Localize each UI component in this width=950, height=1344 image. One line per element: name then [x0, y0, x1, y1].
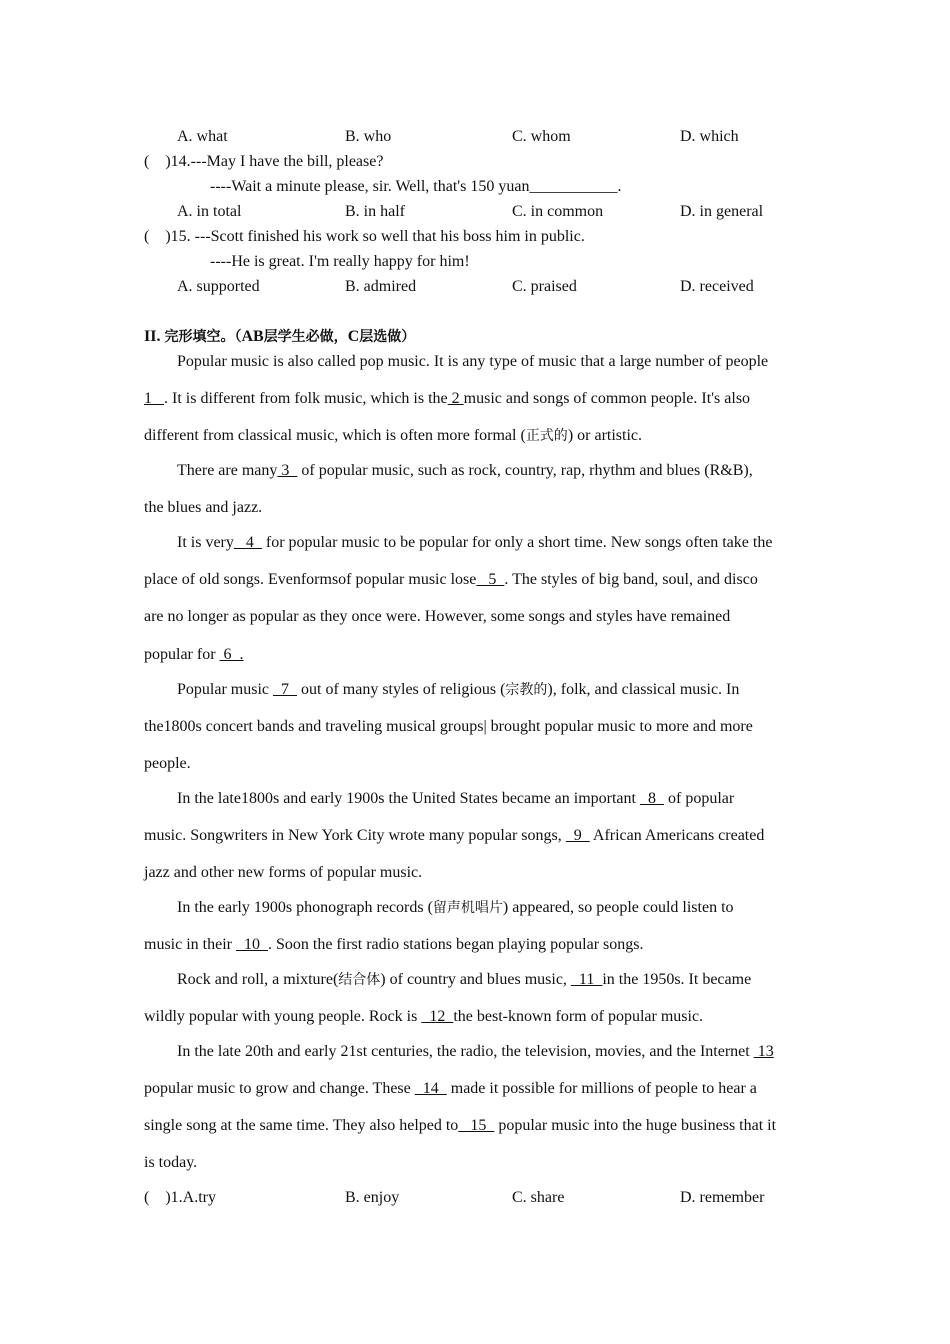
passage-line	[144, 1007, 703, 1027]
blank-14: 14	[414, 1080, 447, 1097]
passage-text: In the late1800s and early 1900s the United States became an important	[177, 790, 640, 807]
passage-line	[177, 1042, 774, 1062]
passage-text: music in their	[144, 936, 236, 953]
passage-text: ) appeared, so people could listen to	[502, 899, 734, 916]
passage-text: . The styles of big band, soul, and disco	[504, 571, 758, 588]
passage-text: . It is different from folk music, which is the	[164, 390, 448, 407]
passage-text: in the 1950s. It became	[602, 971, 752, 988]
cloze-q1-option-c: C. share	[512, 1189, 565, 1206]
blank-2: 2	[447, 390, 464, 407]
passage-text: In the early 1900s phonograph records (	[177, 899, 433, 916]
passage-text: Popular music	[177, 681, 273, 698]
blank-6: 6 .	[219, 646, 244, 663]
passage-text: place of old songs. Evenformsof popular music lose	[144, 571, 477, 588]
heading-numeral: II.	[144, 328, 165, 345]
passage-line	[177, 970, 751, 990]
q15-reply: ----He is great. I'm really happy for him!	[210, 253, 470, 270]
passage-line	[144, 645, 244, 665]
passage-text: music. Songwriters in New York City wrote many popular songs,	[144, 827, 566, 844]
heading-cjk-3: 层选做）	[359, 329, 416, 345]
q13-option-c: C. whom	[512, 128, 571, 145]
passage-text: In the late 20th and early 21st centuries, the radio, the television, movies, and the Internet	[177, 1043, 754, 1060]
passage-line: Popular music is also called pop music. It is any type of music that a large number of people	[177, 353, 769, 370]
q15-option-d: D. received	[680, 278, 754, 295]
q14-option-d: D. in general	[680, 203, 764, 220]
passage-line	[144, 1116, 776, 1136]
cloze-q1-option-b: B. enjoy	[345, 1189, 400, 1206]
heading-ab: AB	[241, 328, 264, 345]
q13-option-b: B. who	[345, 128, 392, 145]
passage-line: the blues and jazz.	[144, 499, 263, 516]
passage-text: single song at the same time. They also helped to	[144, 1117, 459, 1134]
blank-1: 1	[144, 390, 164, 407]
blank-15: 15	[458, 1117, 495, 1134]
blank-7: 7	[273, 681, 297, 698]
passage-text: music and songs of common people. It's also	[463, 390, 751, 407]
passage-line: the1800s concert bands and traveling musical groups| brought popular music to more and more	[144, 718, 753, 735]
passage-text: It is very	[177, 534, 234, 551]
q14-reply: ----Wait a minute please, sir. Well, that's 150 yuan___________.	[210, 178, 622, 195]
gloss-cjk: 结合体	[338, 972, 381, 988]
blank-10: 10	[235, 936, 268, 953]
q13-option-a: A. what	[177, 128, 228, 145]
heading-cjk-2: 层学生必做，	[263, 329, 348, 345]
q14-question: ( )14.---May I have the bill, please?	[144, 153, 384, 170]
passage-line: jazz and other new forms of popular music.	[144, 864, 423, 881]
blank-4: 4	[233, 534, 262, 551]
passage-text: popular music into the huge business that it	[494, 1117, 777, 1134]
passage-line	[177, 461, 753, 481]
blank-13: 13	[753, 1043, 774, 1060]
passage-line: is today.	[144, 1154, 198, 1171]
blank-3: 3	[277, 462, 298, 479]
passage-line: people.	[144, 755, 191, 772]
passage-line	[177, 533, 772, 553]
q15-option-b: B. admired	[345, 278, 417, 295]
passage-text: out of many styles of religious (	[297, 681, 506, 698]
q15-option-c: C. praised	[512, 278, 577, 295]
q15-option-a: A. supported	[177, 278, 260, 295]
passage-text: African Americans created	[589, 827, 765, 844]
blank-5: 5	[476, 571, 505, 588]
passage-text: ) or artistic.	[567, 427, 643, 444]
passage-line	[177, 898, 734, 918]
passage-line	[144, 826, 764, 846]
passage-text: popular for	[144, 646, 220, 663]
blank-11: 11	[570, 971, 603, 988]
gloss-cjk: 留声机唱片	[432, 900, 503, 916]
gloss-cjk: 宗教的	[505, 682, 548, 698]
cloze-q1-option-d: D. remember	[680, 1189, 765, 1206]
passage-text: wildly popular with young people. Rock is	[144, 1008, 422, 1025]
passage-line	[177, 789, 734, 809]
passage-text: There are many	[177, 462, 278, 479]
q13-option-d: D. which	[680, 128, 739, 145]
gloss-cjk: 正式的	[525, 428, 568, 444]
passage-line	[177, 680, 739, 700]
passage-text: made it possible for millions of people to hear a	[446, 1080, 757, 1097]
passage-line	[144, 426, 642, 446]
blank-12: 12	[421, 1008, 454, 1025]
passage-text: for popular music to be popular for only a short time. New songs often take the	[261, 534, 773, 551]
section-heading	[144, 327, 415, 347]
cloze-q1-option-a: ( )1.A.try	[144, 1189, 216, 1206]
q14-option-c: C. in common	[512, 203, 604, 220]
passage-text: popular music to grow and change. These	[144, 1080, 415, 1097]
passage-line	[144, 389, 750, 409]
passage-text: different from classical music, which is often more formal (	[144, 427, 526, 444]
passage-text: ), folk, and classical music. In	[547, 681, 740, 698]
blank-8: 8	[639, 790, 664, 807]
passage-text: Rock and roll, a mixture(	[177, 971, 339, 988]
passage-text: the best-known form of popular music.	[453, 1008, 704, 1025]
q14-option-a: A. in total	[177, 203, 242, 220]
passage-text: . Soon the first radio stations began playing popular songs.	[267, 936, 644, 953]
q14-option-b: B. in half	[345, 203, 405, 220]
heading-c: C	[347, 328, 360, 345]
q15-question: ( )15. ---Scott finished his work so well that his boss him in public.	[144, 228, 585, 245]
blank-9: 9	[565, 827, 590, 844]
passage-line: are no longer as popular as they once were. However, some songs and styles have remained	[144, 608, 731, 625]
passage-text: of popular	[663, 790, 735, 807]
passage-line	[144, 935, 644, 955]
passage-line	[144, 570, 758, 590]
passage-line	[144, 1079, 757, 1099]
passage-text: of popular music, such as rock, country, rap, rhythm and blues (R&B),	[297, 462, 753, 479]
passage-text: ) of country and blues music,	[380, 971, 571, 988]
heading-cjk-1: 完形填空。（	[164, 329, 242, 345]
